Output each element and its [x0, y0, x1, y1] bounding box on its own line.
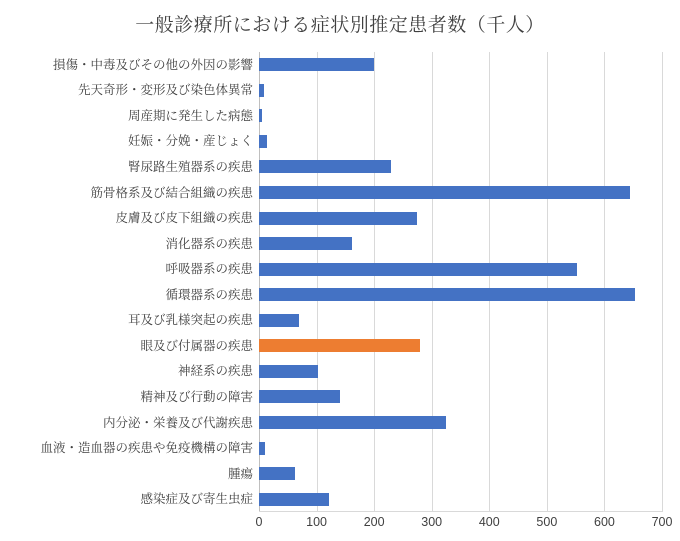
category-label: 感染症及び寄生虫症	[140, 492, 253, 507]
x-tick-label: 600	[593, 515, 615, 529]
bar[interactable]	[259, 135, 267, 148]
bar-row	[259, 359, 318, 385]
bar[interactable]	[259, 263, 577, 276]
bar[interactable]	[259, 186, 630, 199]
bar-row	[259, 180, 630, 206]
x-tick-label: 500	[536, 515, 558, 529]
bar-row	[259, 205, 417, 231]
chart-title: 一般診療所における症状別推定患者数（千人）	[135, 15, 545, 36]
category-label: 皮膚及び皮下組織の疾患	[115, 211, 253, 226]
category-label: 神経系の疾患	[177, 364, 253, 379]
bar-row	[259, 410, 446, 436]
bar[interactable]	[259, 365, 318, 378]
bar[interactable]	[259, 237, 352, 250]
bar[interactable]	[259, 212, 417, 225]
plot-area	[259, 52, 662, 512]
bar[interactable]	[259, 390, 340, 403]
category-label: 周産期に発生した病態	[127, 108, 253, 123]
bar-row	[259, 282, 635, 308]
bar-row	[259, 308, 299, 334]
category-label: 損傷・中毒及びその他の外因の影響	[52, 57, 253, 72]
bar[interactable]	[259, 314, 299, 327]
bar[interactable]	[259, 339, 420, 352]
bar[interactable]	[259, 288, 635, 301]
category-label: 腫瘍	[227, 466, 253, 481]
bar-row	[259, 103, 262, 129]
bar-row	[259, 256, 577, 282]
bar-row	[259, 461, 295, 487]
x-axis-tick-labels	[255, 515, 673, 535]
bar[interactable]	[259, 58, 374, 71]
bar-row	[259, 52, 374, 78]
bar[interactable]	[259, 109, 262, 122]
x-tick-label: 300	[421, 515, 443, 529]
x-tick-label: 200	[363, 515, 385, 529]
category-label: 妊娠・分娩・産じょく	[127, 134, 253, 149]
bar-row	[259, 333, 420, 359]
bar[interactable]	[259, 467, 295, 480]
bar-row	[259, 384, 340, 410]
category-label: 眼及び付属器の疾患	[140, 338, 253, 353]
bar-row	[259, 78, 264, 104]
category-label: 先天奇形・変形及び染色体異常	[77, 83, 253, 98]
bar[interactable]	[259, 84, 264, 97]
x-tick-label: 0	[255, 515, 263, 529]
gridline	[662, 52, 663, 512]
bar-row	[259, 486, 329, 512]
bar-row	[259, 154, 391, 180]
bar-row	[259, 231, 352, 257]
x-tick-label: 400	[478, 515, 500, 529]
bar[interactable]	[259, 416, 446, 429]
category-label: 筋骨格系及び結合組織の疾患	[90, 185, 253, 200]
bar-series	[259, 52, 662, 512]
y-axis-category-labels	[0, 52, 253, 512]
category-label: 精神及び行動の障害	[140, 390, 253, 404]
category-label: 呼吸器系の疾患	[165, 262, 253, 277]
x-tick-label: 700	[651, 515, 673, 529]
category-label: 消化器系の疾患	[165, 236, 253, 251]
category-label: 内分泌・栄養及び代謝疾患	[102, 415, 253, 430]
category-label: 耳及び乳様突起の疾患	[127, 313, 253, 328]
bar[interactable]	[259, 442, 265, 455]
category-label: 腎尿路生殖器系の疾患	[127, 160, 253, 174]
x-tick-label: 100	[306, 515, 327, 529]
category-label: 循環器系の疾患	[165, 287, 253, 302]
bar-row	[259, 435, 265, 461]
bar[interactable]	[259, 493, 329, 506]
category-label: 血液・造血器の疾患や免疫機構の障害	[40, 441, 253, 456]
bar[interactable]	[259, 160, 391, 173]
bar-row	[259, 129, 267, 155]
